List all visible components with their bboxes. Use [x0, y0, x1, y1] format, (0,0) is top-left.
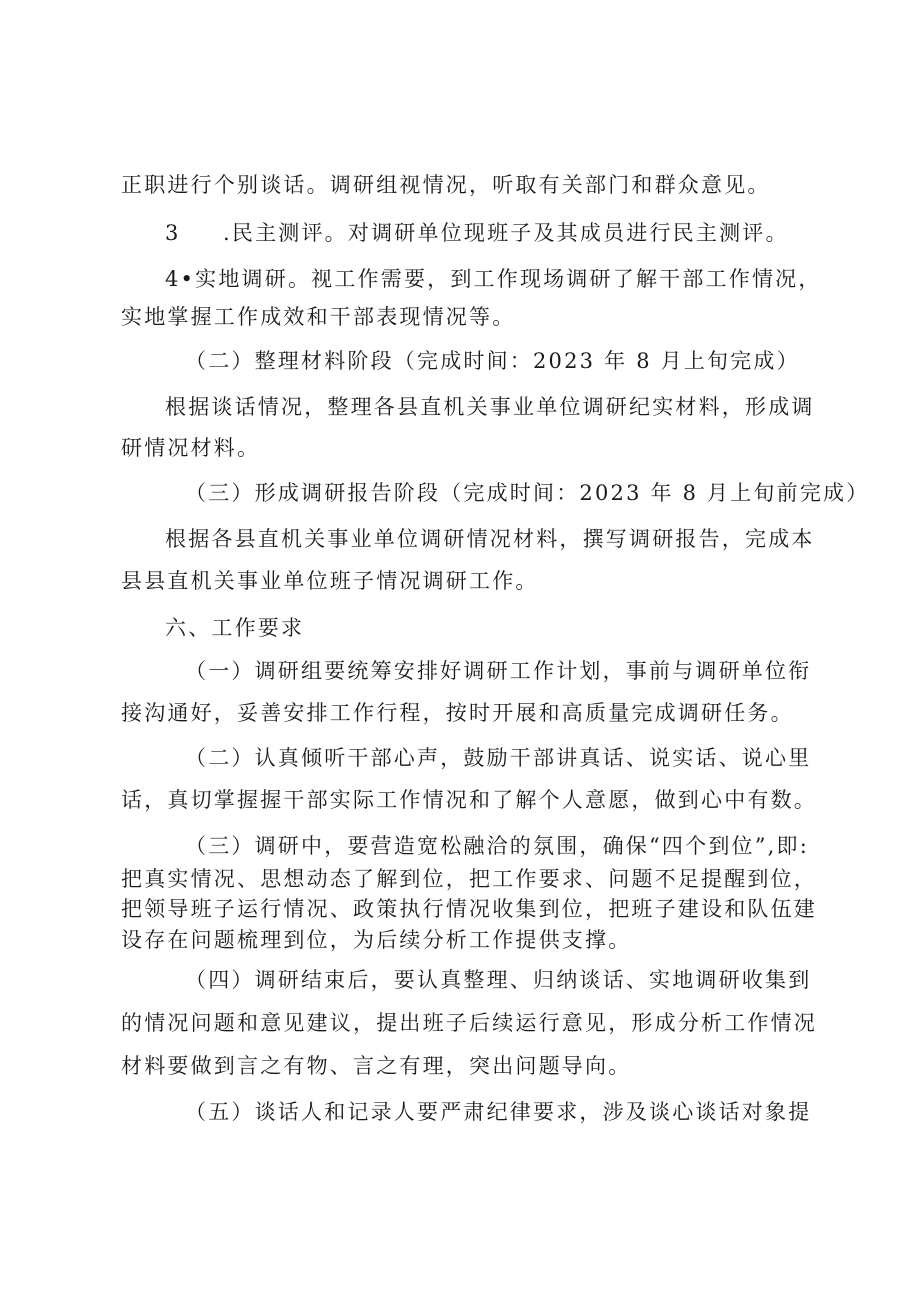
section-heading-report-stage: （三）形成调研报告阶段（完成时间：2023 年 8 月上旬前完成） — [185, 481, 870, 505]
item-number: 3 — [165, 221, 181, 245]
requirement-4-line2: 的情况问题和意见建议，提出班子后续运行意见，形成分析工作情况 — [121, 1011, 817, 1035]
paragraph-field-research-line1: 4•实地调研。视工作需要，到工作现场调研了解干部工作情况， — [165, 267, 822, 291]
paragraph-field-research-line2: 实地掌握工作成效和干部表现情况等。 — [121, 305, 516, 329]
requirement-2-line1: （二）认真倾听干部心声，鼓励干部讲真话、说实话、说心里 — [185, 746, 812, 770]
requirement-3-line3: 把领导班子运行情况、政策执行情况收集到位，把班子建设和队伍建 — [121, 897, 817, 921]
paragraph-report-line1: 根据各县直机关事业单位调研情况材料，撰写调研报告，完成本 — [165, 527, 815, 551]
requirement-1-line2: 接沟通好，妥善安排工作行程，按时开展和高质量完成调研任务。 — [121, 701, 794, 725]
requirement-2-line2: 话，真切掌握握干部实际工作情况和了解个人意愿，做到心中有数。 — [121, 788, 817, 812]
requirement-3-line4: 设存在问题梳理到位，为后续分析工作提供支撑。 — [121, 928, 632, 952]
paragraph-democratic-evaluation — [165, 218, 865, 248]
item-text: .民主测评。对调研单位现班子及其成员进行民主测评。 — [223, 221, 789, 245]
section-heading-work-requirements: 六、工作要求 — [165, 616, 305, 640]
requirement-3-line1: （三）调研中，要营造宽松融洽的氛围，确保“四个到位”,即: — [185, 834, 810, 858]
requirement-5-line1: （五）谈话人和记录人要严肃纪律要求，涉及谈心谈话对象提 — [185, 1100, 812, 1124]
requirement-4-line3: 材料要做到言之有物、言之有理，突出问题导向。 — [121, 1054, 632, 1078]
section-heading-organize-materials: （二）整理材料阶段（完成时间：2023 年 8 月上旬完成） — [185, 349, 800, 373]
paragraph-organize-line2: 研情况材料。 — [121, 436, 261, 460]
paragraph-talks-line1: 正职进行个别谈话。调研组视情况，听取有关部门和群众意见。 — [121, 173, 771, 197]
requirement-3-line2: 把真实情况、思想动态了解到位，把工作要求、问题不足提醒到位， — [121, 867, 817, 891]
paragraph-report-line2: 县县直机关事业单位班子情况调研工作。 — [121, 569, 539, 593]
requirement-1-line1: （一）调研组要统筹安排好调研工作计划，事前与调研单位衔 — [185, 659, 812, 683]
requirement-4-line1: （四）调研结束后，要认真整理、归纳谈话、实地调研收集到 — [185, 968, 812, 992]
paragraph-organize-line1: 根据谈话情况，整理各县直机关事业单位调研纪实材料，形成调 — [165, 395, 815, 419]
